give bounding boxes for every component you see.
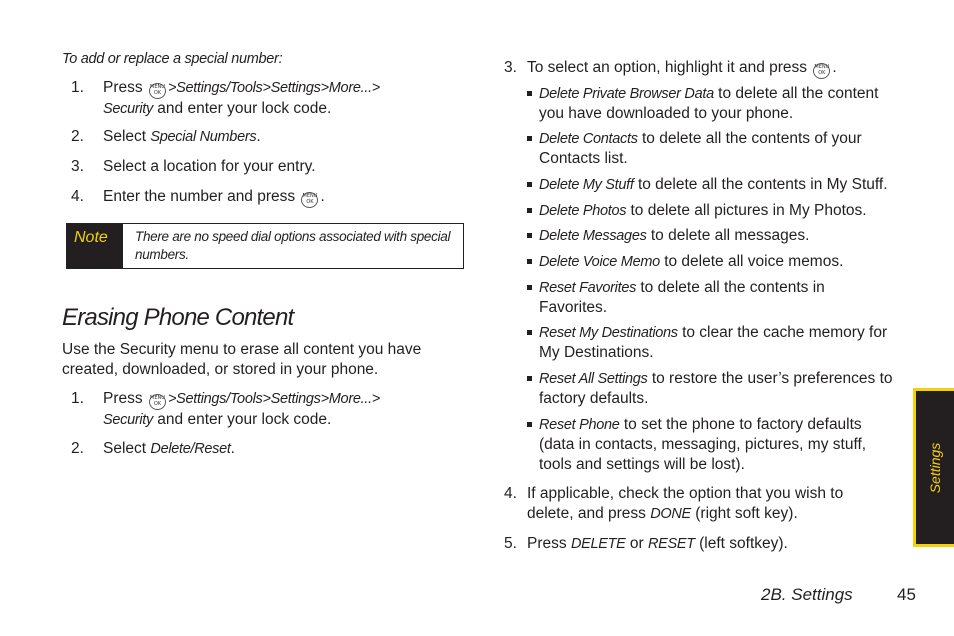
step-text: (left softkey). [699, 535, 788, 552]
bullet-item [527, 175, 912, 195]
bullet-term: Reset All Settings [539, 371, 648, 387]
step-text: Select [103, 440, 147, 457]
add-step-4 [71, 187, 451, 208]
bullet-term: Delete My Stuff [539, 177, 634, 193]
softkey-label: RESET [647, 536, 695, 552]
punct: . [320, 188, 325, 205]
menu-ok-key-icon: MENU OK [301, 192, 318, 208]
bullet-desc: to delete all pictures in My Photos. [630, 202, 867, 219]
bullet-term: Delete Private Browser Data [539, 86, 714, 102]
bullet-term: Reset Phone [539, 417, 620, 433]
step-text: Select a location for your entry. [103, 158, 316, 175]
intro-line: To add or replace a special number: [62, 51, 283, 67]
right-step-5 [504, 534, 884, 554]
step-text: Enter the number and press [103, 188, 296, 205]
bullet-term: Reset Favorites [539, 280, 637, 296]
menu-ok-key-icon: MENU OK [149, 394, 166, 410]
section-paragraph: Use the Security menu to erase all content you have created, downloaded, or stored in your phone. [62, 341, 422, 378]
step-text: To select an option, highlight it and press [527, 59, 808, 76]
menu-ok-key-icon: MENU OK [813, 63, 830, 79]
step-number: 1. [71, 390, 84, 407]
bullet-item [527, 278, 867, 318]
section-heading: Erasing Phone Content [62, 304, 294, 331]
bullet-term: Delete Voice Memo [539, 254, 660, 270]
step-number: 1. [71, 79, 84, 96]
punct: . [256, 128, 261, 145]
bullet-desc: to set the phone to factory defaults (data in contacts, messaging, pictures, my stuff, tools and settings will be lost). [539, 416, 867, 473]
bullet-square [527, 330, 532, 335]
softkey-label: DELETE [570, 536, 626, 552]
bullet-desc: to delete all messages. [650, 227, 810, 244]
menu-item: Security [103, 412, 153, 428]
bullet-desc: to delete all the contents in Favorites. [539, 279, 825, 316]
softkey-label: DONE [650, 506, 691, 522]
step-number: 4. [504, 485, 517, 502]
bullet-item [527, 415, 897, 475]
bullet-item [527, 84, 902, 124]
side-tab-label: Settings [927, 442, 943, 493]
step-number: 3. [504, 59, 517, 76]
step-text: Press [527, 535, 567, 552]
bullet-desc: to delete all the contents of your Contacts list. [539, 130, 862, 167]
bullet-item [527, 129, 892, 169]
step-number: 2. [71, 128, 84, 145]
bullet-item [527, 323, 902, 363]
note-label: Note [67, 224, 123, 268]
step-number: 2. [71, 440, 84, 457]
bullet-desc: to delete all the contents in My Stuff. [637, 176, 888, 193]
note-text: There are no speed dial options associated with special numbers. [135, 229, 451, 262]
bullet-square [527, 182, 532, 187]
bullet-item [527, 252, 912, 272]
bullet-term: Delete Messages [539, 228, 647, 244]
bullet-square [527, 91, 532, 96]
bullet-desc: to delete all voice memos. [664, 253, 844, 270]
menu-path: >Settings/Tools>Settings>More...> [167, 80, 380, 96]
punct: . [832, 59, 837, 76]
right-step-3 [504, 58, 894, 79]
menu-item: Security [103, 101, 153, 117]
bullet-item [527, 201, 912, 221]
add-step-1 [71, 78, 451, 119]
step-text: (right soft key). [695, 505, 798, 522]
bullet-term: Reset My Destinations [539, 325, 678, 341]
bullet-desc: to delete all the content you have downloaded to your phone. [539, 85, 879, 122]
bullet-square [527, 233, 532, 238]
menu-ok-key-icon: MENU OK [149, 83, 166, 99]
footer-section: 2B. Settings [761, 585, 853, 604]
step-text: and enter your lock code. [157, 100, 332, 117]
bullet-term: Delete Contacts [539, 131, 638, 147]
step-text: Press [103, 79, 143, 96]
bullet-square [527, 208, 532, 213]
bullet-square [527, 422, 532, 427]
bullet-square [527, 259, 532, 264]
step-number: 5. [504, 535, 517, 552]
step-number: 4. [71, 188, 84, 205]
bullet-square [527, 136, 532, 141]
punct: . [230, 440, 235, 457]
bullet-term: Delete Photos [539, 203, 627, 219]
step-text: Select [103, 128, 147, 145]
menu-path: >Settings/Tools>Settings>More...> [167, 391, 380, 407]
step-number: 3. [71, 158, 84, 175]
bullet-desc: to clear the cache memory for My Destinations. [539, 324, 888, 361]
bullet-item [527, 369, 902, 409]
menu-item: Delete/Reset [150, 441, 231, 457]
menu-item: Special Numbers [150, 129, 257, 145]
note-box [66, 223, 464, 269]
step-text: If applicable, check the option that you wish to delete, and press [527, 485, 844, 522]
bullet-square [527, 285, 532, 290]
bullet-square [527, 376, 532, 381]
step-text: or [629, 535, 644, 552]
erase-step-2 [71, 439, 451, 459]
right-step-4 [504, 484, 884, 524]
add-step-2 [71, 127, 451, 147]
step-text: Press [103, 390, 143, 407]
erase-step-1 [71, 389, 451, 430]
step-text: and enter your lock code. [157, 411, 332, 428]
bullet-desc: to restore the user’s preferences to factory defaults. [539, 370, 893, 407]
add-step-3 [71, 157, 451, 177]
section-side-tab [913, 388, 954, 547]
footer-page-number: 45 [897, 585, 916, 604]
bullet-item [527, 226, 912, 246]
